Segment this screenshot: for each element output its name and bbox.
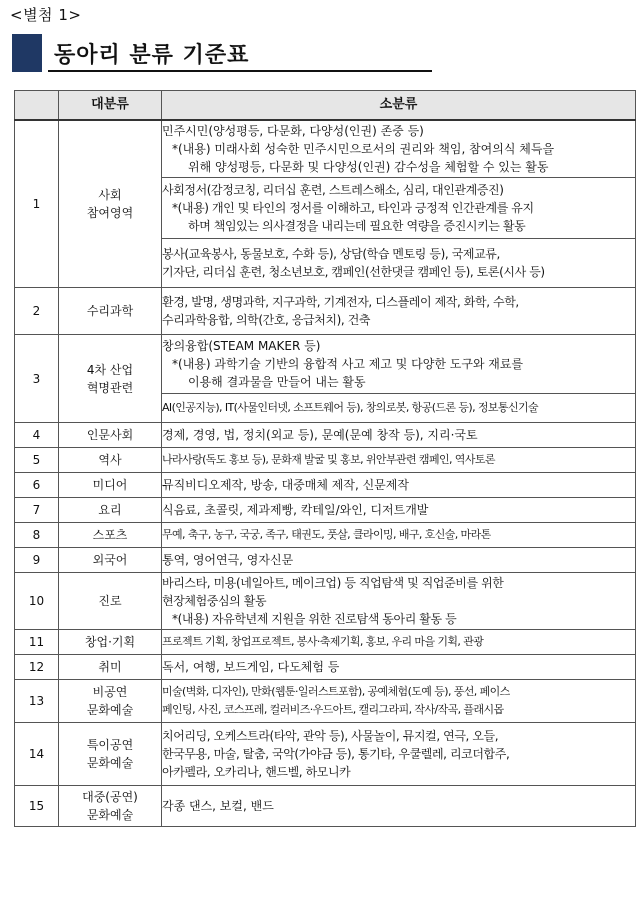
table-row xyxy=(15,680,636,723)
header-minor: 소분류 xyxy=(162,91,636,121)
row-number: 11 xyxy=(15,630,59,655)
table-row xyxy=(15,120,636,178)
row-subcategory: 미술(벽화, 디자인), 만화(웹툰·일러스트포함), 공예체험(도예 등), 풍선, 페이스 페인팅, 사진, 코스프레, 컬러비즈·우드아트, 캘리그라피, 작사/작곡, 플래시몹 xyxy=(162,680,636,723)
row-number: 15 xyxy=(15,786,59,827)
row-subcategory: AI(인공지능), IT(사물인터넷, 소프트웨어 등), 창의로봇, 항공(드론 등), 정보통신기술 xyxy=(162,394,636,423)
row-number: 1 xyxy=(15,120,59,288)
header-major: 대분류 xyxy=(59,91,162,121)
row-subcategory: 프로젝트 기획, 창업프로젝트, 봉사·축제기획, 홍보, 우리 마을 기획, 관광 xyxy=(162,630,636,655)
table-row xyxy=(15,548,636,573)
row-category: 대중(공연) 문화예술 xyxy=(59,786,162,827)
row-subcategory: 환경, 발명, 생명과학, 지구과학, 기계전자, 디스플레이 제작, 화학, 수학, 수리과학융합, 의학(간호, 응급처치), 건축 xyxy=(162,288,636,335)
table-row xyxy=(15,523,636,548)
classification-table xyxy=(14,90,636,827)
row-number: 3 xyxy=(15,335,59,423)
table-row xyxy=(15,473,636,498)
table-row xyxy=(15,786,636,827)
row-category: 4차 산업 혁명관련 xyxy=(59,335,162,423)
row-number: 13 xyxy=(15,680,59,723)
row-category: 외국어 xyxy=(59,548,162,573)
row-number: 9 xyxy=(15,548,59,573)
row-category: 역사 xyxy=(59,448,162,473)
title-accent-bar xyxy=(12,34,42,72)
title-underline xyxy=(48,70,432,72)
table-row xyxy=(15,498,636,523)
table-row xyxy=(15,630,636,655)
row-subcategory: 무예, 축구, 농구, 국궁, 족구, 태권도, 풋살, 클라이밍, 배구, 호신술, 마라톤 xyxy=(162,523,636,548)
row-number: 6 xyxy=(15,473,59,498)
row-number: 5 xyxy=(15,448,59,473)
row-category: 창업·기획 xyxy=(59,630,162,655)
row-subcategory: 봉사(교육봉사, 동물보호, 수화 등), 상담(학습 멘토링 등), 국제교류, 기자단, 리더십 훈련, 청소년보호, 캠페인(선한댓글 캠페인 등), 토론(시사 등) xyxy=(162,239,636,288)
row-category: 미디어 xyxy=(59,473,162,498)
row-number: 10 xyxy=(15,573,59,630)
row-category: 비공연 문화예술 xyxy=(59,680,162,723)
row-subcategory: 사회정서(감정코칭, 리더십 훈련, 스트레스해소, 심리, 대인관계증진) *(내용) 개인 및 타인의 정서를 이해하고, 타인과 긍정적 인간관계를 유지 하며 책임있는 의사결정을 내리는데 필요한 역량을 증진시키는 활동 xyxy=(162,178,636,239)
annex-label: <별첨 1> xyxy=(10,6,82,24)
row-number: 7 xyxy=(15,498,59,523)
table-row xyxy=(15,423,636,448)
row-subcategory: 각종 댄스, 보컬, 밴드 xyxy=(162,786,636,827)
row-subcategory: 통역, 영어연극, 영자신문 xyxy=(162,548,636,573)
table-header-row xyxy=(15,91,636,121)
row-category: 인문사회 xyxy=(59,423,162,448)
table-row xyxy=(15,723,636,786)
row-subcategory: 민주시민(양성평등, 다문화, 다양성(인권) 존중 등) *(내용) 미래사회 성숙한 민주시민으로서의 권리와 책임, 참여의식 체득을 위해 양성평등, 다문화 및 다양성(인권) 감수성을 체험할 수 있는 활동 xyxy=(162,120,636,178)
row-category: 취미 xyxy=(59,655,162,680)
row-subcategory: 독서, 여행, 보드게임, 다도체험 등 xyxy=(162,655,636,680)
table-row xyxy=(15,573,636,630)
row-subcategory: 나라사랑(독도 홍보 등), 문화재 발굴 및 홍보, 위안부관련 캠페인, 역사토론 xyxy=(162,448,636,473)
row-category: 사회 참여영역 xyxy=(59,120,162,288)
row-category: 특이공연 문화예술 xyxy=(59,723,162,786)
table-row xyxy=(15,655,636,680)
table-row xyxy=(15,335,636,394)
row-number: 4 xyxy=(15,423,59,448)
row-subcategory: 식음료, 초콜릿, 제과제빵, 칵테일/와인, 디저트개발 xyxy=(162,498,636,523)
page-title: 동아리 분류 기준표 xyxy=(54,43,250,68)
row-category: 진로 xyxy=(59,573,162,630)
table-row xyxy=(15,448,636,473)
row-subcategory: 경제, 경영, 법, 정치(외교 등), 문예(문예 창작 등), 지리·국토 xyxy=(162,423,636,448)
row-number: 2 xyxy=(15,288,59,335)
row-number: 14 xyxy=(15,723,59,786)
title-block xyxy=(12,34,432,74)
row-subcategory: 창의융합(STEAM MAKER 등) *(내용) 과학기술 기반의 융합적 사고 제고 및 다양한 도구와 재료를 이용해 결과물을 만들어 내는 활동 xyxy=(162,335,636,394)
row-subcategory: 치어리딩, 오케스트라(타악, 관악 등), 사물놀이, 뮤지컬, 연극, 오들, 한국무용, 마술, 탈춤, 국악(가야금 등), 통기타, 우쿨렐레, 리코더합주, 아카펠라, 오카리나, 핸드벨, 하모니카 xyxy=(162,723,636,786)
row-category: 스포츠 xyxy=(59,523,162,548)
row-category: 수리과학 xyxy=(59,288,162,335)
row-subcategory: 뮤직비디오제작, 방송, 대중매체 제작, 신문제작 xyxy=(162,473,636,498)
row-category: 요리 xyxy=(59,498,162,523)
header-number xyxy=(15,91,59,121)
row-number: 8 xyxy=(15,523,59,548)
row-number: 12 xyxy=(15,655,59,680)
table-row xyxy=(15,288,636,335)
row-subcategory: 바리스타, 미용(네일아트, 메이크업) 등 직업탐색 및 직업준비를 위한 현장체험중심의 활동 *(내용) 자유학년제 지원을 위한 진로탐색 동아리 활동 등 xyxy=(162,573,636,630)
